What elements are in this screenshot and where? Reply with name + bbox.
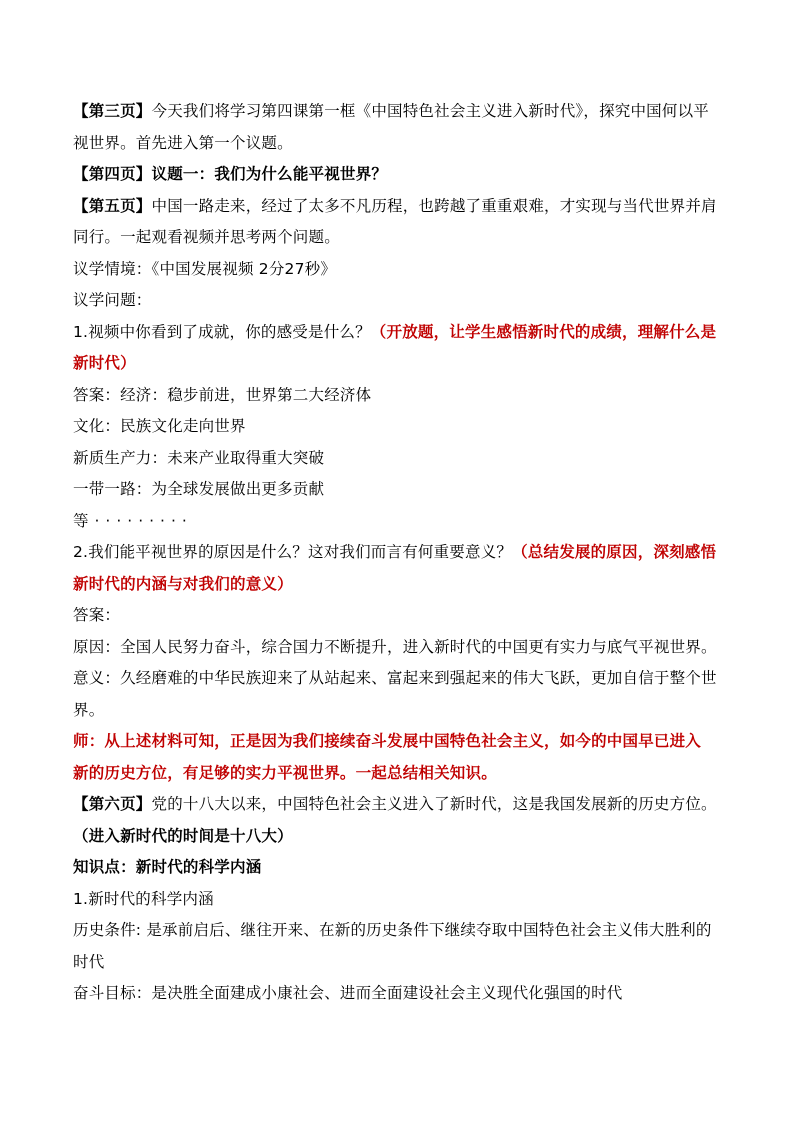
document-body	[73, 96, 725, 1010]
page5-tag: 【第五页】	[73, 196, 152, 215]
knowledge-sub: 1.新时代的科学内涵	[73, 889, 214, 908]
q2-meaning-line-1	[73, 663, 725, 695]
knowledge-sub-line	[73, 884, 725, 916]
q1-answer-2	[73, 411, 725, 443]
page5-text-1: 中国一路走来，经过了太多不凡历程，也跨越了重重艰难，才实现与当代世界并肩	[151, 196, 717, 215]
page6-tag: 【第六页】	[73, 795, 152, 813]
q1-text: 1.视频中你看到了成就，你的感受是什么？	[73, 322, 371, 341]
questions-label: 议学问题：	[73, 291, 152, 309]
page5-line-2	[73, 222, 725, 254]
knowledge-history-2: 时代	[73, 952, 105, 971]
q2-answer-label-line	[73, 600, 725, 632]
page6-line-2	[73, 821, 725, 853]
q1-line-1	[73, 317, 725, 349]
questions-label-line	[73, 285, 725, 317]
page6-line-1	[73, 789, 725, 821]
q1-note-2: 新时代）	[73, 354, 136, 372]
page3-line-1	[73, 96, 725, 128]
knowledge-goal: 奋斗目标：是决胜全面建成小康社会、进而全面建设社会主义现代化强国的时代	[73, 984, 623, 1002]
page6-note: （进入新时代的时间是十八大）	[73, 826, 293, 845]
knowledge-goal-line	[73, 978, 725, 1010]
teacher-text-1: 师：从上述材料可知，正是因为我们接续奋斗发展中国特色社会主义，如今的中国早已进入	[73, 732, 702, 750]
teacher-text-2: 新的历史方位，有足够的实力平视世界。一起总结相关知识。	[73, 763, 497, 782]
q1-answer-1	[73, 380, 725, 412]
q2-meaning-line-2	[73, 695, 725, 727]
q2-meaning-1: 意义：久经磨难的中华民族迎来了从站起来、富起来到强起来的伟大飞跃，更加自信于整个世	[73, 669, 717, 687]
page6-text: 党的十八大以来，中国特色社会主义进入了新时代，这是我国发展新的历史方位。	[151, 795, 717, 813]
page5-text-2: 同行。一起观看视频并思考两个问题。	[73, 228, 340, 246]
page4-topic: 议题一：我们为什么能平视世界？	[151, 165, 388, 183]
knowledge-title: 知识点：新时代的科学内涵	[73, 858, 262, 876]
situation-text: 议学情境：《中国发展视频 2分27秒》	[73, 259, 337, 278]
q2-reason: 原因：全国人民努力奋斗，综合国力不断提升，进入新时代的中国更有实力与底气平视世界。	[73, 637, 717, 656]
answer-text: 一带一路：为全球发展做出更多贡献	[73, 480, 325, 498]
q1-answer-3	[73, 443, 725, 475]
q2-note-1: （总结发展的原因，深刻感悟	[512, 543, 717, 561]
q2-reason-line	[73, 632, 725, 664]
q1-etc-line	[73, 506, 725, 538]
page3-tag: 【第三页】	[73, 102, 152, 120]
teacher-line-2	[73, 758, 725, 790]
answer-text: 答案：经济：稳步前进，世界第二大经济体	[73, 385, 372, 404]
page5-line-1	[73, 191, 725, 223]
page3-text-2: 视世界。首先进入第一个议题。	[73, 133, 293, 152]
knowledge-history-1: 历史条件: 是承前启后、继往开来、在新的历史条件下继续夺取中国特色社会主义伟大胜利的	[73, 921, 712, 939]
q2-line-1	[73, 537, 725, 569]
q2-note-2: 新时代的内涵与对我们的意义）	[73, 574, 293, 593]
answer-text: 文化：民族文化走向世界	[73, 417, 246, 435]
q1-line-2	[73, 348, 725, 380]
situation-line	[73, 254, 725, 286]
teacher-line-1	[73, 726, 725, 758]
answer-text: 新质生产力：未来产业取得重大突破	[73, 448, 325, 467]
q1-etc: 等·········	[73, 511, 193, 530]
knowledge-history-line-2	[73, 947, 725, 979]
page4-tag: 【第四页】	[73, 165, 152, 183]
knowledge-title-line	[73, 852, 725, 884]
q2-meaning-2: 界。	[73, 700, 105, 719]
page3-line-2	[73, 128, 725, 160]
q2-answer-label: 答案：	[73, 606, 121, 624]
q2-text: 2.我们能平视世界的原因是什么？这对我们而言有何重要意义？	[73, 543, 513, 561]
q1-answer-4	[73, 474, 725, 506]
knowledge-history-line-1	[73, 915, 725, 947]
q1-note-1: （开放题，让学生感悟新时代的成绩，理解什么是	[370, 322, 717, 341]
page3-text-1: 今天我们将学习第四课第一框《中国特色社会主义进入新时代》，探究中国何以平	[151, 102, 709, 120]
q2-line-2	[73, 569, 725, 601]
page4-line	[73, 159, 725, 191]
